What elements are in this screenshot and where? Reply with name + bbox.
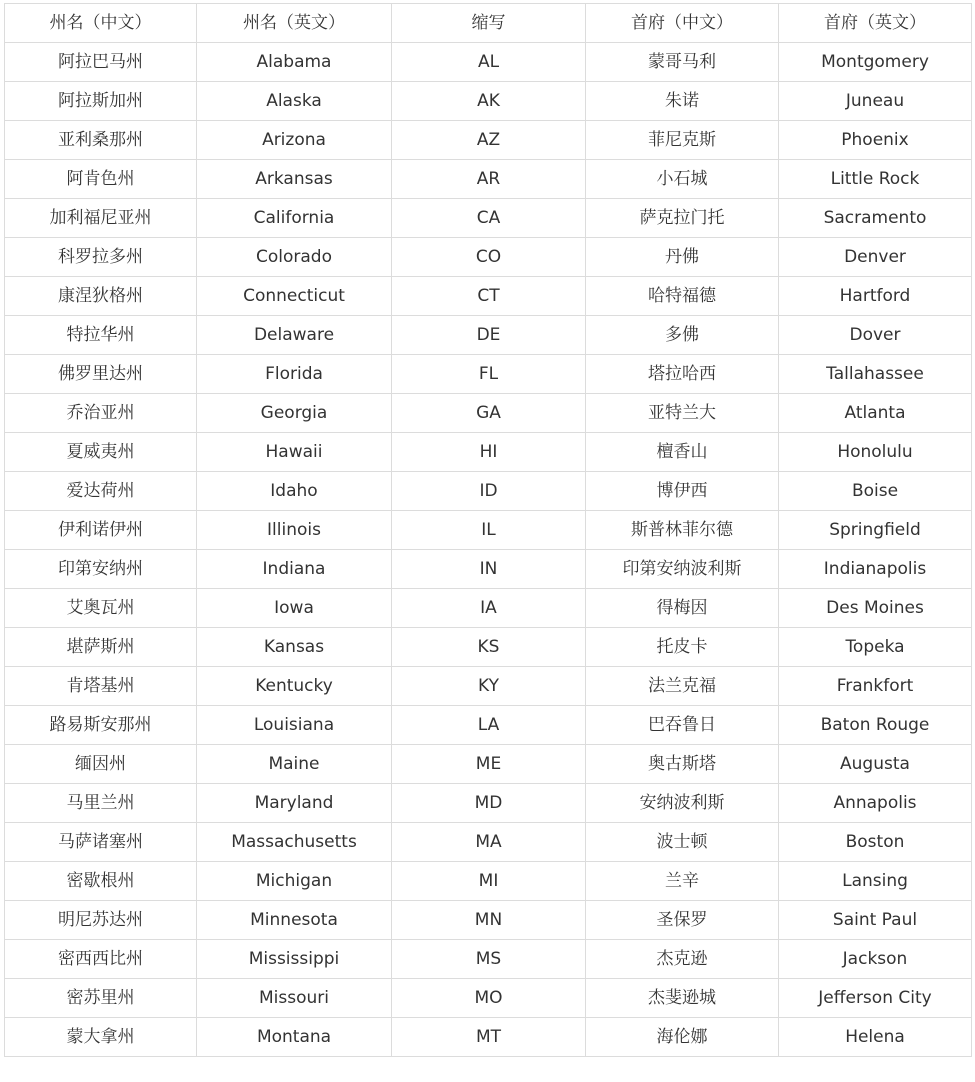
cell-capital-english: Atlanta (779, 394, 972, 433)
table-row (5, 1018, 972, 1057)
cell-abbreviation: IA (392, 589, 586, 628)
cell-state-english: Iowa (197, 589, 392, 628)
cell-capital-english: Augusta (779, 745, 972, 784)
cell-state-chinese: 堪萨斯州 (5, 628, 197, 667)
cell-capital-chinese: 亚特兰大 (586, 394, 779, 433)
cell-capital-english: Indianapolis (779, 550, 972, 589)
cell-state-chinese: 阿拉斯加州 (5, 82, 197, 121)
cell-abbreviation: GA (392, 394, 586, 433)
cell-state-chinese: 缅因州 (5, 745, 197, 784)
cell-capital-english: Baton Rouge (779, 706, 972, 745)
cell-abbreviation: HI (392, 433, 586, 472)
cell-abbreviation: DE (392, 316, 586, 355)
cell-abbreviation: MI (392, 862, 586, 901)
cell-state-chinese: 密苏里州 (5, 979, 197, 1018)
cell-capital-chinese: 塔拉哈西 (586, 355, 779, 394)
cell-capital-english: Topeka (779, 628, 972, 667)
cell-state-chinese: 路易斯安那州 (5, 706, 197, 745)
cell-abbreviation: ME (392, 745, 586, 784)
cell-capital-chinese: 兰辛 (586, 862, 779, 901)
cell-capital-chinese: 丹佛 (586, 238, 779, 277)
cell-abbreviation: MA (392, 823, 586, 862)
table-row (5, 355, 972, 394)
cell-capital-english: Dover (779, 316, 972, 355)
cell-capital-chinese: 法兰克福 (586, 667, 779, 706)
cell-capital-english: Annapolis (779, 784, 972, 823)
cell-capital-chinese: 小石城 (586, 160, 779, 199)
cell-capital-chinese: 蒙哥马利 (586, 43, 779, 82)
cell-abbreviation: KY (392, 667, 586, 706)
cell-capital-chinese: 朱诺 (586, 82, 779, 121)
cell-capital-chinese: 得梅因 (586, 589, 779, 628)
cell-capital-english: Springfield (779, 511, 972, 550)
cell-state-english: Massachusetts (197, 823, 392, 862)
cell-capital-chinese: 奥古斯塔 (586, 745, 779, 784)
table-row (5, 277, 972, 316)
cell-capital-english: Helena (779, 1018, 972, 1057)
cell-state-english: Mississippi (197, 940, 392, 979)
table-row (5, 238, 972, 277)
table-row (5, 43, 972, 82)
table-row (5, 901, 972, 940)
table-row (5, 784, 972, 823)
cell-state-chinese: 明尼苏达州 (5, 901, 197, 940)
cell-state-english: Arkansas (197, 160, 392, 199)
cell-capital-chinese: 杰斐逊城 (586, 979, 779, 1018)
cell-state-english: Indiana (197, 550, 392, 589)
cell-capital-english: Montgomery (779, 43, 972, 82)
table-row (5, 823, 972, 862)
table-header (5, 4, 972, 43)
cell-capital-english: Hartford (779, 277, 972, 316)
cell-capital-english: Des Moines (779, 589, 972, 628)
table-row (5, 628, 972, 667)
header-capital-english: 首府（英文） (779, 4, 972, 43)
cell-capital-chinese: 圣保罗 (586, 901, 779, 940)
cell-state-english: Idaho (197, 472, 392, 511)
cell-state-chinese: 佛罗里达州 (5, 355, 197, 394)
table-row (5, 511, 972, 550)
cell-state-chinese: 马里兰州 (5, 784, 197, 823)
table-row (5, 394, 972, 433)
table-row (5, 160, 972, 199)
cell-abbreviation: IN (392, 550, 586, 589)
cell-state-chinese: 印第安纳州 (5, 550, 197, 589)
cell-abbreviation: KS (392, 628, 586, 667)
cell-capital-english: Jackson (779, 940, 972, 979)
cell-abbreviation: LA (392, 706, 586, 745)
table-row (5, 82, 972, 121)
cell-capital-english: Jefferson City (779, 979, 972, 1018)
cell-abbreviation: CA (392, 199, 586, 238)
cell-state-chinese: 乔治亚州 (5, 394, 197, 433)
cell-capital-chinese: 哈特福德 (586, 277, 779, 316)
header-row (5, 4, 972, 43)
cell-state-chinese: 密歇根州 (5, 862, 197, 901)
table-row (5, 589, 972, 628)
cell-state-chinese: 特拉华州 (5, 316, 197, 355)
cell-capital-chinese: 托皮卡 (586, 628, 779, 667)
cell-capital-chinese: 菲尼克斯 (586, 121, 779, 160)
cell-state-english: Kansas (197, 628, 392, 667)
header-state-chinese: 州名（中文） (5, 4, 197, 43)
cell-abbreviation: AR (392, 160, 586, 199)
cell-state-english: Georgia (197, 394, 392, 433)
table-row (5, 940, 972, 979)
cell-capital-chinese: 印第安纳波利斯 (586, 550, 779, 589)
cell-abbreviation: CO (392, 238, 586, 277)
cell-abbreviation: AZ (392, 121, 586, 160)
cell-abbreviation: IL (392, 511, 586, 550)
cell-state-english: Delaware (197, 316, 392, 355)
cell-state-chinese: 密西西比州 (5, 940, 197, 979)
states-table-container (4, 3, 971, 1057)
cell-capital-english: Honolulu (779, 433, 972, 472)
cell-state-english: Colorado (197, 238, 392, 277)
cell-abbreviation: MT (392, 1018, 586, 1057)
cell-capital-english: Boise (779, 472, 972, 511)
cell-capital-chinese: 安纳波利斯 (586, 784, 779, 823)
cell-state-chinese: 蒙大拿州 (5, 1018, 197, 1057)
table-row (5, 433, 972, 472)
cell-capital-english: Phoenix (779, 121, 972, 160)
cell-state-english: Maryland (197, 784, 392, 823)
cell-state-english: Louisiana (197, 706, 392, 745)
cell-abbreviation: CT (392, 277, 586, 316)
states-table (4, 3, 972, 1057)
cell-capital-chinese: 杰克逊 (586, 940, 779, 979)
cell-capital-english: Frankfort (779, 667, 972, 706)
cell-state-chinese: 伊利诺伊州 (5, 511, 197, 550)
table-row (5, 316, 972, 355)
table-row (5, 472, 972, 511)
cell-state-english: Florida (197, 355, 392, 394)
cell-state-chinese: 阿肯色州 (5, 160, 197, 199)
cell-state-english: Minnesota (197, 901, 392, 940)
table-row (5, 667, 972, 706)
cell-state-chinese: 康涅狄格州 (5, 277, 197, 316)
cell-abbreviation: MD (392, 784, 586, 823)
cell-state-english: Montana (197, 1018, 392, 1057)
table-row (5, 745, 972, 784)
cell-capital-chinese: 巴吞鲁日 (586, 706, 779, 745)
cell-state-english: Kentucky (197, 667, 392, 706)
cell-capital-chinese: 多佛 (586, 316, 779, 355)
cell-state-english: Arizona (197, 121, 392, 160)
cell-capital-chinese: 海伦娜 (586, 1018, 779, 1057)
cell-capital-chinese: 博伊西 (586, 472, 779, 511)
cell-state-chinese: 加利福尼亚州 (5, 199, 197, 238)
cell-capital-english: Juneau (779, 82, 972, 121)
table-row (5, 706, 972, 745)
cell-state-english: Alaska (197, 82, 392, 121)
cell-state-english: Missouri (197, 979, 392, 1018)
cell-capital-chinese: 斯普林菲尔德 (586, 511, 779, 550)
cell-capital-english: Lansing (779, 862, 972, 901)
table-row (5, 550, 972, 589)
cell-capital-english: Little Rock (779, 160, 972, 199)
cell-abbreviation: MS (392, 940, 586, 979)
cell-state-chinese: 艾奥瓦州 (5, 589, 197, 628)
cell-state-english: Maine (197, 745, 392, 784)
cell-abbreviation: MN (392, 901, 586, 940)
cell-capital-english: Tallahassee (779, 355, 972, 394)
header-abbreviation: 缩写 (392, 4, 586, 43)
cell-capital-english: Saint Paul (779, 901, 972, 940)
cell-state-english: Michigan (197, 862, 392, 901)
cell-state-chinese: 科罗拉多州 (5, 238, 197, 277)
cell-abbreviation: FL (392, 355, 586, 394)
table-row (5, 979, 972, 1018)
header-state-english: 州名（英文） (197, 4, 392, 43)
table-row (5, 199, 972, 238)
cell-state-chinese: 马萨诸塞州 (5, 823, 197, 862)
cell-state-english: Connecticut (197, 277, 392, 316)
cell-state-english: Hawaii (197, 433, 392, 472)
cell-abbreviation: MO (392, 979, 586, 1018)
cell-abbreviation: AK (392, 82, 586, 121)
cell-abbreviation: AL (392, 43, 586, 82)
cell-state-english: Illinois (197, 511, 392, 550)
cell-state-chinese: 亚利桑那州 (5, 121, 197, 160)
cell-capital-chinese: 萨克拉门托 (586, 199, 779, 238)
cell-state-chinese: 肯塔基州 (5, 667, 197, 706)
cell-state-english: California (197, 199, 392, 238)
cell-state-english: Alabama (197, 43, 392, 82)
cell-capital-english: Denver (779, 238, 972, 277)
cell-capital-english: Boston (779, 823, 972, 862)
cell-capital-english: Sacramento (779, 199, 972, 238)
cell-capital-chinese: 波士顿 (586, 823, 779, 862)
cell-state-chinese: 阿拉巴马州 (5, 43, 197, 82)
table-body (5, 43, 972, 1057)
cell-state-chinese: 爱达荷州 (5, 472, 197, 511)
cell-state-chinese: 夏威夷州 (5, 433, 197, 472)
table-row (5, 862, 972, 901)
header-capital-chinese: 首府（中文） (586, 4, 779, 43)
cell-abbreviation: ID (392, 472, 586, 511)
table-row (5, 121, 972, 160)
cell-capital-chinese: 檀香山 (586, 433, 779, 472)
